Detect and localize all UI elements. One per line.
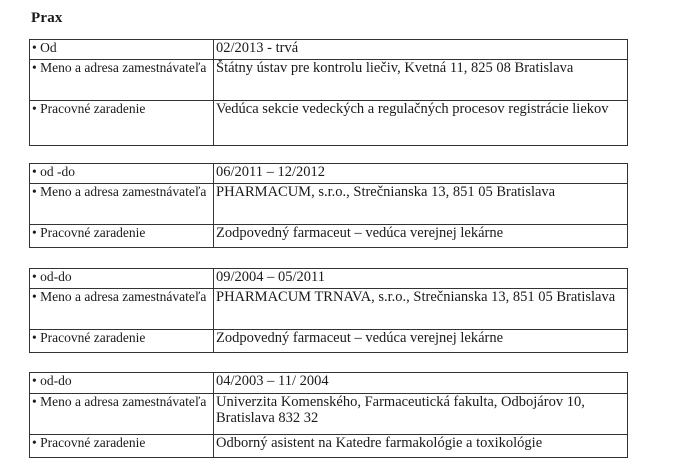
position-value: Odborný asistent na Katedre farmakológie a toxikológie: [214, 435, 628, 458]
position-label: • Pracovné zaradenie: [30, 330, 214, 353]
employer-value: PHARMACUM, s.r.o., Strečnianska 13, 851 05 Bratislava: [214, 184, 628, 225]
position-value: Zodpovedný farmaceut – vedúca verejnej lekárne: [214, 225, 628, 248]
period-label: • od-do: [30, 269, 214, 289]
period-label: • od -do: [30, 164, 214, 184]
experience-table: [29, 163, 628, 248]
employer-row: [30, 289, 628, 330]
period-label: • Od: [30, 40, 214, 60]
period-value: 09/2004 – 05/2011: [214, 269, 628, 289]
period-label: • od-do: [30, 373, 214, 394]
employer-label: • Meno a adresa zamestnávateľa: [30, 394, 214, 435]
period-value: 02/2013 - trvá: [214, 40, 628, 60]
employer-row: [30, 60, 628, 101]
position-row: [30, 330, 628, 353]
position-label: • Pracovné zaradenie: [30, 225, 214, 248]
experience-table: [29, 268, 628, 353]
employer-value: PHARMACUM TRNAVA, s.r.o., Strečnianska 13, 851 05 Bratislava: [214, 289, 628, 330]
period-value: 06/2011 – 12/2012: [214, 164, 628, 184]
position-value: Vedúca sekcie vedeckých a regulačných procesov registrácie liekov: [214, 101, 628, 146]
period-row: [30, 269, 628, 289]
position-label: • Pracovné zaradenie: [30, 101, 214, 146]
employer-label: • Meno a adresa zamestnávateľa: [30, 60, 214, 101]
experience-table: [29, 39, 628, 146]
position-row: [30, 435, 628, 458]
period-row: [30, 40, 628, 60]
period-row: [30, 373, 628, 394]
position-value: Zodpovedný farmaceut – vedúca verejnej lekárne: [214, 330, 628, 353]
employer-row: [30, 184, 628, 225]
position-row: [30, 225, 628, 248]
period-row: [30, 164, 628, 184]
position-row: [30, 101, 628, 146]
employer-value: Univerzita Komenského, Farmaceutická fakulta, Odbojárov 10, Bratislava 832 32: [214, 394, 628, 435]
employer-label: • Meno a adresa zamestnávateľa: [30, 289, 214, 330]
employer-row: [30, 394, 628, 435]
experience-table: [29, 372, 628, 458]
employer-label: • Meno a adresa zamestnávateľa: [30, 184, 214, 225]
section-title: Prax: [31, 10, 63, 26]
position-label: • Pracovné zaradenie: [30, 435, 214, 458]
period-value: 04/2003 – 11/ 2004: [214, 373, 628, 394]
employer-value: Štátny ústav pre kontrolu liečiv, Kvetná 11, 825 08 Bratislava: [214, 60, 628, 101]
